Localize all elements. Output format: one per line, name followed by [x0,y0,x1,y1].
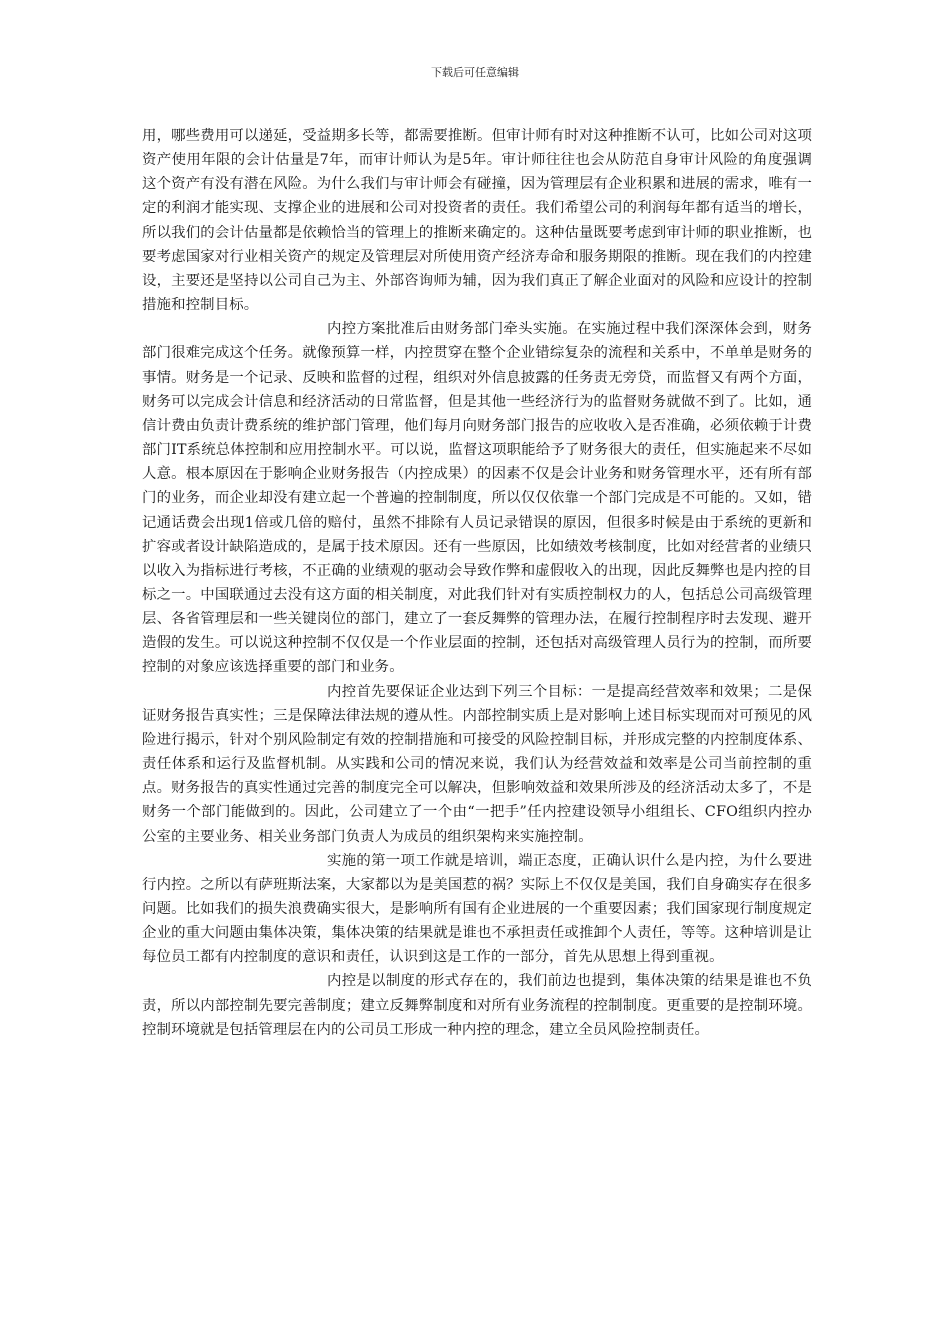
paragraph-3: 内控首先要保证企业达到下列三个目标：一是提高经营效率和效果；二是保证财务报告真实性；三是保障法律法规的遵从性。内部控制实质上是对影响上述目标实现而对可预见的风险进行揭示，针对个别风险制定有效的控制措施和可接受的风险控制目标，并形成完整的内控制度体系、责任体系和运行及监督机制。从实践和公司的情况来说，我们认为经营效益和效率是公司当前控制的重点。财务报告的真实性通过完善的制度完全可以解决，但影响效益和效果所涉及的经济活动太多了，不是财务一个部门能做到的。因此，公司建立了一个由“一把手”任内控建设领导小组组长、CFO组织内控办公室的主要业务、相关业务部门负责人为成员的组织架构来实施控制。 [142,683,812,845]
document-body [142,124,812,1042]
paragraph-4: 实施的第一项工作就是培训，端正态度，正确认识什么是内控，为什么要进行内控。之所以有萨班斯法案，大家都以为是美国惹的祸？实际上不仅仅是美国，我们自身确实存在很多问题。比如我们的损失浪费确实很大，是影响所有国有企业进展的一个重要因素；我们国家现行制度规定企业的重大问题由集体决策，集体决策的结果就是谁也不承担责任或推卸个人责任，等等。这种培训是让每位员工都有内控制度的意识和责任，认识到这是工作的一部分，首先从思想上得到重视。 [142,852,812,966]
paragraph-1: 用，哪些费用可以递延，受益期多长等，都需要推断。但审计师有时对这种推断不认可，比如公司对这项资产使用年限的会计估量是7年，而审计师认为是5年。审计师往往也会从防范自身审计风险的角度强调这个资产有没有潜在风险。为什么我们与审计师会有碰撞，因为管理层有企业积累和进展的需求，唯有一定的利润才能实现、支撑企业的进展和公司对投资者的责任。我们希望公司的利润每年都有适当的增长，所以我们的会计估量都是依赖恰当的管理上的推断来确定的。这种估量既要考虑到审计师的职业推断，也要考虑国家对行业相关资产的规定及管理层对所使用资产经济寿命和服务期限的推断。现在我们的内控建设，主要还是坚持以公司自己为主、外部咨询师为辅，因为我们真正了解企业面对的风险和应设计的控制措施和控制目标。 [142,128,812,314]
paragraph-5: 内控是以制度的形式存在的，我们前边也提到，集体决策的结果是谁也不负责，所以内部控制先要完善制度；建立反舞弊制度和对所有业务流程的控制制度。更重要的是控制环境。控制环境就是包括管理层在内的公司员工形成一种内控的理念，建立全员风险控制责任。 [142,973,812,1038]
paragraph-2: 内控方案批准后由财务部门牵头实施。在实施过程中我们深深体会到，财务部门很难完成这个任务。就像预算一样，内控贯穿在整个企业错综复杂的流程和关系中，不单单是财务的事情。财务是一个记录、反映和监督的过程，组织对外信息披露的任务责无旁贷，而监督又有两个方面，财务可以完成会计信息和经济活动的日常监督，但是其他一些经济行为的监督财务就做不到了。比如，通信计费由负责计费系统的维护部门管理，他们每月向财务部门报告的应收收入是否准确，必须依赖于计费部门IT系统总体控制和应用控制水平。可以说，监督这项职能给予了财务很大的责任，但实施起来不尽如人意。根本原因在于影响企业财务报告（内控成果）的因素不仅是会计业务和财务管理水平，还有所有部门的业务，而企业却没有建立起一个普遍的控制制度，所以仅仅依靠一个部门完成是不可能的。又如，错记通话费会出现1倍或几倍的赔付，虽然不排除有人员记录错误的原因，但很多时候是由于系统的更新和扩容或者设计缺陷造成的，是属于技术原因。还有一些原因，比如绩效考核制度，比如对经营者的业绩只以收入为指标进行考核，不正确的业绩观的驱动会导致作弊和虚假收入的出现，因此反舞弊也是内控的目标之一。中国联通过去没有这方面的相关制度，对此我们针对有实质控制权力的人，包括总公司高级管理层、各省管理层和一些关键岗位的部门，建立了一套反舞弊的管理办法，在履行控制程序时去发现、避开造假的发生。可以说这种控制不仅仅是一个作业层面的控制，还包括对高级管理人员行为的控制，而所要控制的对象应该选择重要的部门和业务。 [142,321,812,676]
page-header: 下载后可任意编辑 [431,66,519,79]
